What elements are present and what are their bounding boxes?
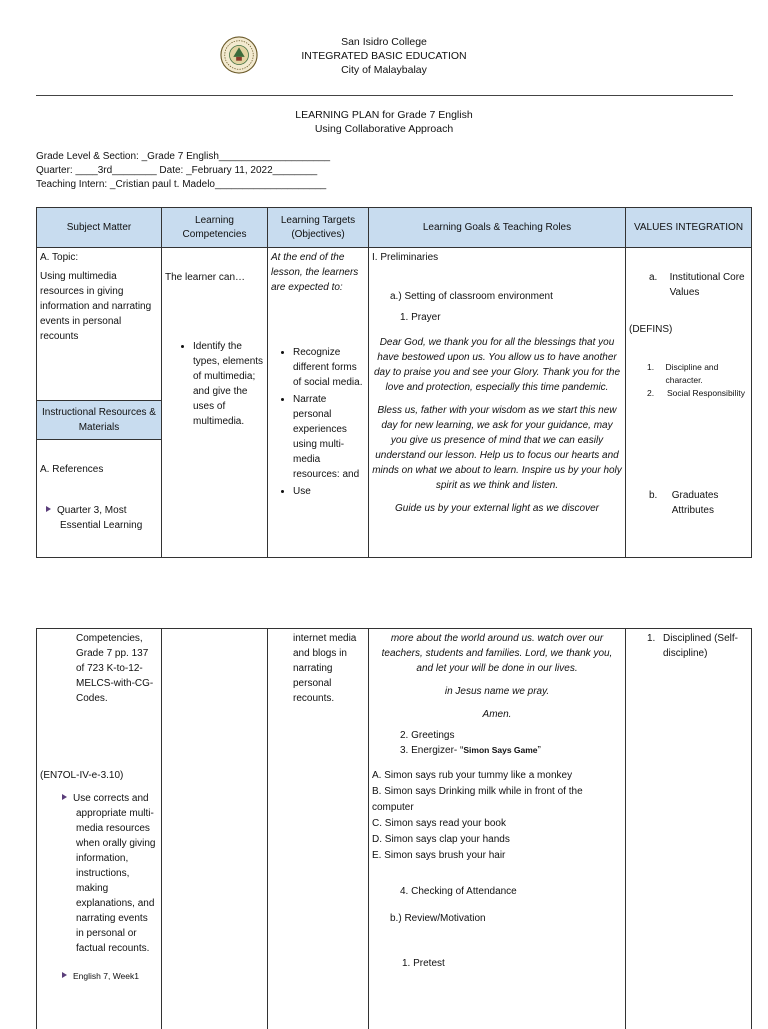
header-values-integration: VALUES INTEGRATION <box>626 208 752 248</box>
energizer-item: 3. Energizer- “Simon Says Game” <box>400 745 541 756</box>
topic-label: A. Topic: <box>40 252 79 263</box>
review-heading: b.) Review/Motivation <box>390 913 486 924</box>
learning-plan-table-page1 <box>36 207 752 558</box>
goals-cell <box>369 248 626 558</box>
values-cell <box>626 248 752 558</box>
plan-subtitle: Using Collaborative Approach <box>314 123 454 135</box>
school-name: San Isidro College <box>341 36 427 48</box>
values-cont-cell <box>626 629 752 1029</box>
competencies-cont-cell <box>162 629 268 1029</box>
instructional-resources-heading: Instructional Resources & Materials <box>37 400 161 440</box>
attendance-item: 4. Checking of Attendance <box>400 886 517 897</box>
defins-label: (DEFINS) <box>629 324 673 335</box>
city-name: City of Malaybalay <box>341 64 427 76</box>
competency-item: • Identify the types, elements of multimedia; and give the uses of multimedia. <box>193 339 264 429</box>
subject-matter-cont-cell <box>37 629 162 1029</box>
header-learning-competencies: Learning Competencies <box>162 208 268 248</box>
header-divider <box>36 95 733 96</box>
competencies-cell <box>162 248 268 558</box>
reference-item: English 7, Week1 <box>40 970 158 983</box>
prayer-amen: Amen. <box>482 709 512 720</box>
triangle-bullet-icon <box>62 794 67 800</box>
target-item-continued: internet media and blogs in narrating personal recounts. <box>293 633 357 704</box>
learning-plan-table-page2 <box>36 628 752 1029</box>
simon-says-d: D. Simon says clap your hands <box>372 834 510 845</box>
graduate-attributes-item: b. Graduates Attributes <box>649 490 719 516</box>
target-item: • Narrate personal experiences using multi-media resources: and <box>293 392 365 482</box>
subject-matter-cell <box>37 248 162 558</box>
targets-cell <box>268 248 369 558</box>
competency-intro: The learner can… <box>165 272 246 283</box>
reference-continued: Competencies, Grade 7 pp. 137 of 723 K-to-12-MELCS-with-CG-Codes. <box>76 633 154 704</box>
triangle-bullet-icon <box>62 972 67 978</box>
header-subject-matter: Subject Matter <box>37 208 162 248</box>
core-values-item: a. Institutional Core Values <box>649 272 745 298</box>
department-name: INTEGRATED BASIC EDUCATION <box>301 50 467 62</box>
prayer-continued: more about the world around us. watch over our teachers, students and families. Lord, we thank you, and let your will be done in our lives. <box>381 633 613 674</box>
pretest-item: 1. Pretest <box>402 958 445 969</box>
quarter-date-line: Quarter: ____3rd________ Date: _February 11, 2022________ <box>36 165 318 176</box>
plan-title: LEARNING PLAN for Grade 7 English <box>295 109 473 121</box>
prayer-paragraph-3: Guide us by your external light as we discover <box>395 503 599 514</box>
triangle-bullet-icon <box>46 506 51 512</box>
value-item: 1. Disciplined (Self-discipline) <box>647 633 738 659</box>
competency-code: (EN7OL-IV-e-3.10) <box>40 770 124 781</box>
simon-says-e: E. Simon says brush your hair <box>372 850 506 861</box>
targets-intro: At the end of the lesson, the learners are expected to: <box>271 252 359 293</box>
prayer-paragraph-2: Bless us, father with your wisdom as we start this new day for new learning, we ask for your guidance, may you give us presence of mind that we can easily understand our lesson. Help us to focus our hearts and minds on what we about to learn. Inspire us by your holy spirit as we think and listen. <box>372 405 622 491</box>
reference-item: Use corrects and appropriate multi-media resources when orally giving information, instructions, making explanations, and narrating events in personal or factual recounts. <box>40 791 158 956</box>
goals-cont-cell <box>369 629 626 1029</box>
targets-cont-cell <box>268 629 369 1029</box>
header-learning-targets: Learning Targets (Objectives) <box>268 208 369 248</box>
header-learning-goals: Learning Goals & Teaching Roles <box>369 208 626 248</box>
grade-level-line: Grade Level & Section: _Grade 7 English____________________ <box>36 151 331 162</box>
target-item: • Use <box>293 484 365 499</box>
simon-says-a: A. Simon says rub your tummy like a monkey <box>372 770 573 781</box>
topic-text: Using multimedia resources in giving information and narrating events in personal recounts <box>40 271 152 342</box>
prayer-paragraph-1: Dear God, we thank you for all the blessings that you have bestowed upon us. You allow us to have another day to praise you and see your Glory. Thank you for the love and protection, especially this time pandemic. <box>373 337 621 393</box>
teaching-intern-line: Teaching Intern: _Cristian paul t. Madelo____________________ <box>36 179 327 190</box>
greetings-item: 2. Greetings <box>400 730 455 741</box>
value-item: 1. Discipline and character. <box>647 362 719 385</box>
prayer-closing: in Jesus name we pray. <box>444 686 550 697</box>
prayer-label: 1. Prayer <box>400 312 441 323</box>
target-item: • Recognize different forms of social media. <box>293 345 365 390</box>
value-item: 2. Social Responsibility <box>647 388 745 398</box>
references-label: A. References <box>40 464 104 475</box>
simon-says-c: C. Simon says read your book <box>372 818 506 829</box>
setting-heading: a.) Setting of classroom environment <box>390 291 553 302</box>
reference-item: Quarter 3, Most Essential Learning <box>40 503 158 533</box>
preliminaries-heading: I. Preliminaries <box>372 252 439 263</box>
simon-says-b: B. Simon says Drinking milk while in front of the computer <box>372 786 583 813</box>
